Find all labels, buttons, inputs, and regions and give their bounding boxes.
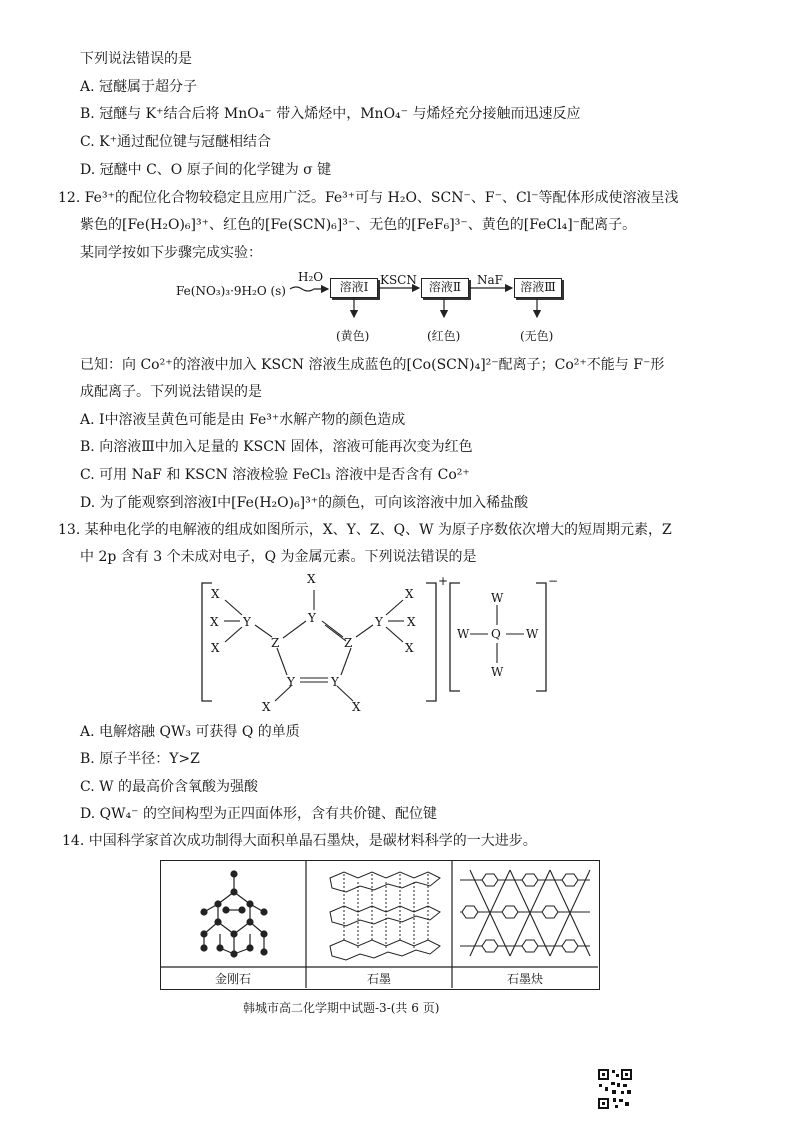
- graphite-structure: [330, 872, 440, 960]
- q14-stem: 14. 中国科学家首次成功制得大面积单晶石墨炔，是碳材料科学的一大进步。: [62, 833, 537, 849]
- atom-w-bottom: W: [491, 665, 504, 679]
- q13-structure: [0, 565, 794, 715]
- q12-option-b: B. 向溶液Ⅲ中加入足量的 KSCN 固体，溶液可能再次变为红色: [80, 439, 473, 455]
- flow-box-1: 溶液Ⅰ: [330, 278, 378, 298]
- diamond-structure: [201, 871, 267, 957]
- atom-x-r2: X: [407, 615, 416, 629]
- atom-x-bl: X: [262, 700, 271, 714]
- q13-option-c: C. W 的最高价含氧酸为强酸: [80, 779, 258, 795]
- flow-box-2: 溶液Ⅱ: [421, 278, 469, 298]
- q12-option-a: A. Ⅰ中溶液呈黄色可能是由 Fe³⁺水解产物的颜色造成: [80, 412, 406, 428]
- graphdiyne-structure: [460, 870, 590, 956]
- q11-option-d: D. 冠醚中 C、O 原子间的化学键为 σ 键: [80, 162, 332, 178]
- qr-code-icon: [597, 1068, 633, 1110]
- q12-line-2: 紫色的[Fe(H₂O)₆]³⁺、红色的[Fe(SCN)₆]³⁻、无色的[FeF₆]³⁻、黄色的[FeCl₄]⁻配离子。: [80, 217, 637, 233]
- cation-charge: +: [438, 574, 449, 588]
- q12-line-3: 某同学按如下步骤完成实验：: [80, 245, 262, 261]
- atom-z-left: Z: [271, 636, 280, 650]
- flow-box-3: 溶液Ⅲ: [514, 278, 562, 298]
- atom-x-l2: X: [210, 615, 219, 629]
- q13-line-2: 中 2p 含有 3 个未成对电子，Q 为金属元素。下列说法错误的是: [80, 549, 477, 565]
- q12-option-d: D. 为了能观察到溶液Ⅰ中[Fe(H₂O)₆]³⁺的颜色，可向该溶液中加入稀盐酸: [80, 495, 529, 511]
- flow-step1-label: H₂O: [298, 270, 324, 284]
- atom-x-l3: X: [211, 641, 220, 655]
- flow-step2-label: KSCN: [380, 273, 417, 287]
- flow-start: Fe(NO₃)₃·9H₂O (s): [176, 284, 286, 298]
- atom-x-br: X: [352, 700, 361, 714]
- q13-option-a: A. 电解熔融 QW₃ 可获得 Q 的单质: [80, 724, 300, 740]
- flow-arrows: [0, 0, 794, 340]
- q11-option-c: C. K⁺通过配位键与冠醚相结合: [80, 134, 271, 150]
- anion-charge: −: [548, 574, 559, 588]
- atom-w-left: W: [457, 627, 470, 641]
- atom-w-top: W: [491, 591, 504, 605]
- q11-option-b: B. 冠醚与 K⁺结合后将 MnO₄⁻ 带入烯烃中，MnO₄⁻ 与烯烃充分接触而迅速反应: [80, 106, 581, 122]
- atom-y-bl: Y: [287, 675, 295, 689]
- flow-color-3: (无色): [520, 329, 554, 343]
- atom-x-top: X: [307, 572, 316, 586]
- atom-w-right: W: [526, 627, 539, 641]
- q11-option-a: A. 冠醚属于超分子: [80, 79, 198, 95]
- flow-color-2: (红色): [427, 329, 461, 343]
- atom-y-left: Y: [243, 615, 251, 629]
- atom-x-r3: X: [405, 641, 414, 655]
- q12-known-2: 成配离子。下列说法错误的是: [80, 384, 262, 400]
- q13-line-1: 13. 某种电化学的电解液的组成如图所示，X、Y、Z、Q、W 为原子序数依次增大的短周期元素，Z: [58, 522, 672, 538]
- flow-color-1: (黄色): [336, 329, 370, 343]
- atom-x-r1: X: [405, 587, 414, 601]
- atom-y-right: Y: [375, 615, 383, 629]
- q12-option-c: C. 可用 NaF 和 KSCN 溶液检验 FeCl₃ 溶液中是否含有 Co²⁺: [80, 467, 470, 483]
- atom-x-l1: X: [211, 587, 220, 601]
- page-footer: 韩城市高二化学期中试题-3-(共 6 页): [243, 1001, 440, 1015]
- caption-graphite: 石墨: [366, 972, 391, 986]
- q13-option-b: B. 原子半径：Y>Z: [80, 751, 200, 767]
- atom-y-top: Y: [308, 611, 316, 625]
- q12-line-1: 12. Fe³⁺的配位化合物较稳定且应用广泛。Fe³⁺可与 H₂O、SCN⁻、F⁻、Cl⁻等配体形成使溶液呈浅: [58, 190, 679, 206]
- q13-option-d: D. QW₄⁻ 的空间构型为正四面体形，含有共价键、配位键: [80, 806, 437, 822]
- flow-step3-label: NaF: [477, 273, 503, 287]
- atom-z-right: Z: [344, 636, 353, 650]
- atom-q-center: Q: [491, 627, 501, 641]
- caption-graphdiyne: 石墨炔: [506, 972, 543, 986]
- atom-y-br: Y: [331, 675, 339, 689]
- q11-stem: 下列说法错误的是: [80, 51, 192, 67]
- q12-known-1: 已知：向 Co²⁺的溶液中加入 KSCN 溶液生成蓝色的[Co(SCN)₄]²⁻配离子；Co²⁺不能与 F⁻形: [80, 357, 665, 373]
- caption-diamond: 金刚石: [214, 972, 251, 986]
